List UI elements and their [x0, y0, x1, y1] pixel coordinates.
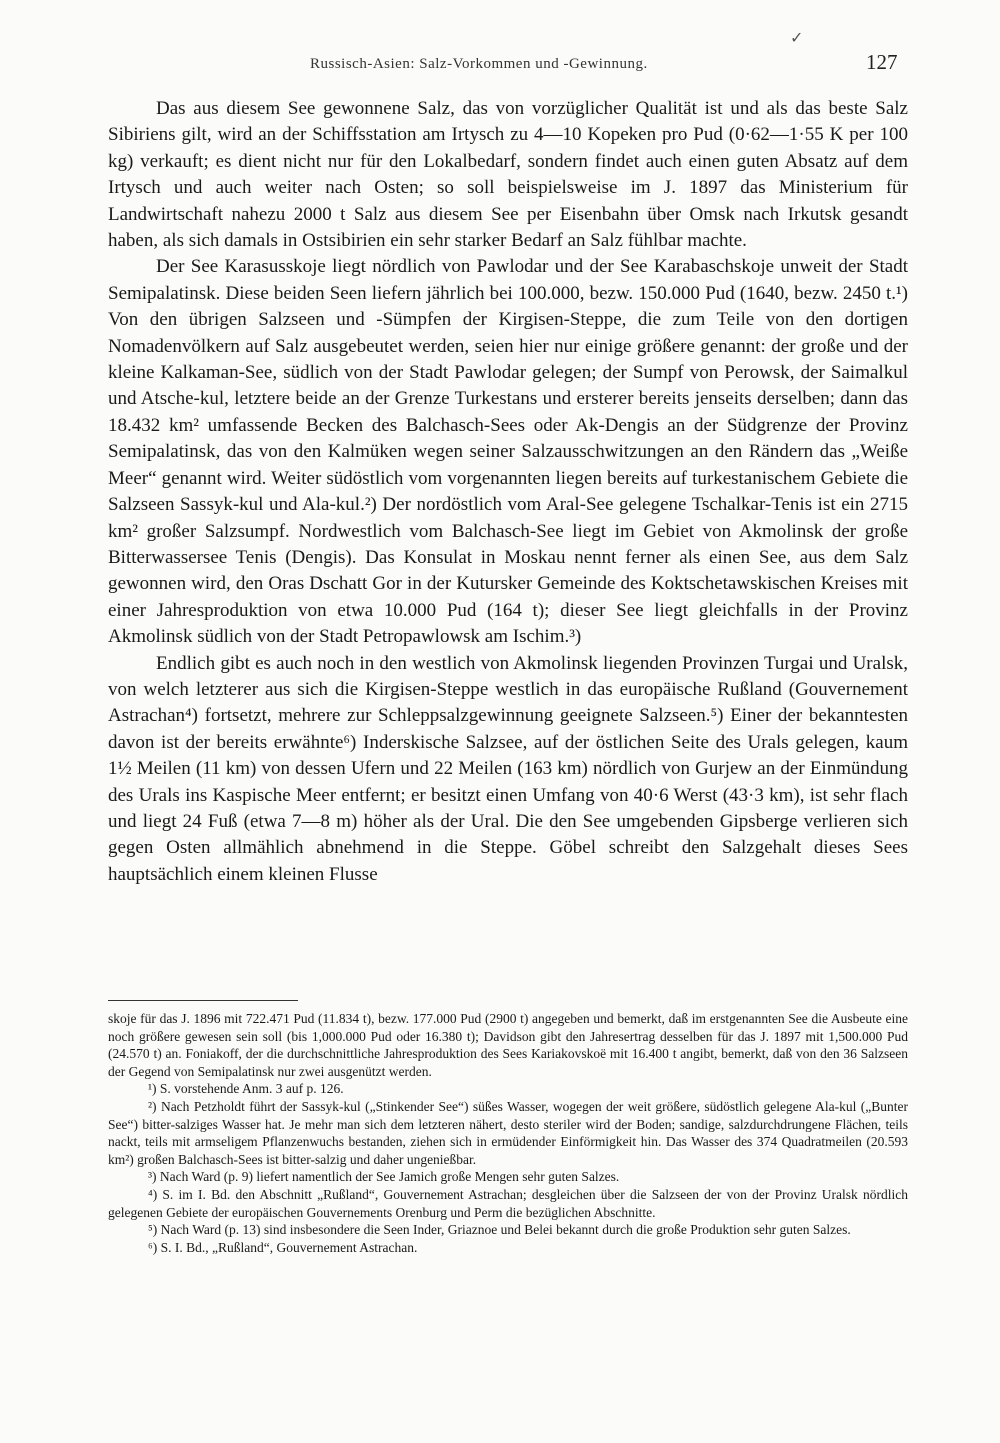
- footnote-4: ⁴) S. im I. Bd. den Abschnitt „Rußland“, Gouvernement Astrachan; desgleichen über die Salzseen der von der Provinz Uralsk nördlich gelegenen Gebiete der europäischen Gouvernements Orenburg und Perm die bezüglichen Abschnitte.: [108, 1186, 908, 1220]
- footnote-5: ⁵) Nach Ward (p. 13) sind insbesondere die Seen Inder, Griaznoe und Belei bekannt durch die große Produktion sehr guten Salzes.: [148, 1222, 851, 1238]
- paragraph: Das aus diesem See gewonnene Salz, das von vorzüglicher Qualität ist und als das beste Salz Sibiriens gilt, wird an der Schiffsstation am Irtysch zu 4—10 Kopeken pro Pud (0·62—1·55 K per 100 kg) verkauft; es dient nicht nur für den Lokalbedarf, sondern findet auch einen guten Absatz auf dem Irtysch und auch weiter nach Osten; so soll beispielsweise im J. 1897 das Ministerium für Landwirtschaft nahezu 2000 t Salz aus diesem See per Eisenbahn über Omsk nach Irkutsk gesandt haben, als sich damals in Ostsibirien ein sehr starker Bedarf an Salz fühlbar machte.: [108, 98, 908, 252]
- footnote-6: ⁶) S. I. Bd., „Rußland“, Gouvernement Astrachan.: [148, 1239, 418, 1255]
- footnotes: [108, 1010, 908, 1256]
- paragraph: Der See Karasusskoje liegt nördlich von Pawlodar und der See Karabaschskoje unweit der Stadt Semipalatinsk. Diese beiden Seen liefern jährlich bei 100.000, bezw. 150.000 Pud (1640, bezw. 2450 t.¹) Von den übrigen Salzseen und -Sümpfen der Kirgisen-Steppe, die zum Teile von den dortigen Nomadenvölkern auf Salz ausgebeutet werden, seien hier nur einige größere genannt: der große und der kleine Kalkaman-See, südlich von der Stadt Pawlodar gelegen; der Sumpf von Perowsk, der Saimalkul und Atsche-kul, letztere beide an der Grenze Turkestans und ersterer bereits jenseits derselben; dann das 18.432 km² umfassende Becken des Balchasch-Sees oder Ak-Dengis an der Südgrenze der Provinz Semipalatinsk, das von den Kalmüken wegen seiner Salzausschwitzungen an den Rändern das „Weiße Meer“ genannt wird. Weiter südöstlich vom vorgenannten liegen bereits auf turkestanischem Gebiete die Salzseen Sassyk-kul und Ala-kul.²) Der nordöstlich vom Aral-See gelegene Tschalkar-Tenis ist ein 2715 km² großer Salzsumpf. Nordwestlich vom Balchasch-See liegt im Gebiet von Akmolinsk der große Bitterwassersee Tenis (Dengis). Das Konsulat in Moskau nennt ferner als einen See, aus dem Salz gewonnen wird, den Oras Dschatt Gor in der Kutursker Gemeinde des Koktschetawskischen Kreises mit einer Jahresproduktion von etwa 10.000 Pud (164 t); dieser See liegt gleichfalls in der Provinz Akmolinsk südlich von der Stadt Petropawlowsk am Ischim.³): [108, 256, 908, 648]
- footnote-2: ²) Nach Petzholdt führt der Sassyk-kul („Stinkender See“) süßes Wasser, wogegen der weit größere, südöstlich gelegene Ala-kul („Bunter See“) bitter-salziges Wasser hat. Je mehr man sich dem letzteren nähert, desto steriler wird der Boden; sandige, salzdurchdrungene Flächen, teils nackt, teils mit armseligem Pflanzenwuchs bestanden, ziehen sich in ermüdender Einförmigkeit hin. Das Wasser des 374 Quadratmeilen (20.593 km²) großen Balchasch-Sees ist bitter-salzig und daher ungenießbar.: [108, 1098, 908, 1167]
- pencil-mark: ✓: [790, 30, 804, 47]
- footnote-1: ¹) S. vorstehende Anm. 3 auf p. 126.: [148, 1081, 344, 1097]
- main-text: [108, 96, 908, 888]
- footnote-3: ³) Nach Ward (p. 9) liefert namentlich der See Jamich große Mengen sehr guten Salzes.: [148, 1169, 620, 1185]
- running-head: Russisch-Asien: Salz-Vorkommen und -Gewinnung.: [310, 56, 648, 72]
- page-number: 127: [866, 50, 898, 74]
- paragraph: Endlich gibt es auch noch in den westlich von Akmolinsk liegenden Provinzen Turgai und Uralsk, von welch letzterer aus sich die Kirgisen-Steppe westlich in das europäische Rußland (Gouvernement Astrachan⁴) fortsetzt, mehrere zur Schleppsalzgewinnung geeignete Salzseen.⁵) Einer der bekanntesten davon ist der bereits erwähnte⁶) Inderskische Salzsee, auf der östlichen Seite des Urals gelegen, kaum 1½ Meilen (11 km) von dessen Ufern und 22 Meilen (163 km) nördlich von Gurjew an der Einmündung des Urals ins Kaspische Meer entfernt; er besitzt einen Umfang von 40·6 Werst (43·3 km), ist sehr flach und liegt 24 Fuß (etwa 7—8 m) höher als der Ural. Die den See umgebenden Gipsberge verlieren sich gegen Osten allmählich abnehmend in die Steppe. Göbel schreibt den Salzgehalt dieses Sees hauptsächlich einem kleinen Flusse: [108, 652, 908, 885]
- footnote-rule: [108, 1000, 298, 1001]
- footnote-continuation: skoje für das J. 1896 mit 722.471 Pud (11.834 t), bezw. 177.000 Pud (2900 t) angegeben und bemerkt, daß im erstgenannten See die Ausbeute eine noch größere gewesen sein soll (bis 1,000.000 Pud oder 16.380 t); Davidson gibt den Jahresertrag desselben für das J. 1897 mit 1,500.000 Pud (24.570 t) an. Foniakoff, der die durchschnittliche Jahresproduktion des Sees Kariakovskoë mit 16.400 t angibt, bemerkt, daß von den 36 Salzseen der Gegend von Semipalatinsk nur zwei ausgenützt werden.: [108, 1011, 908, 1079]
